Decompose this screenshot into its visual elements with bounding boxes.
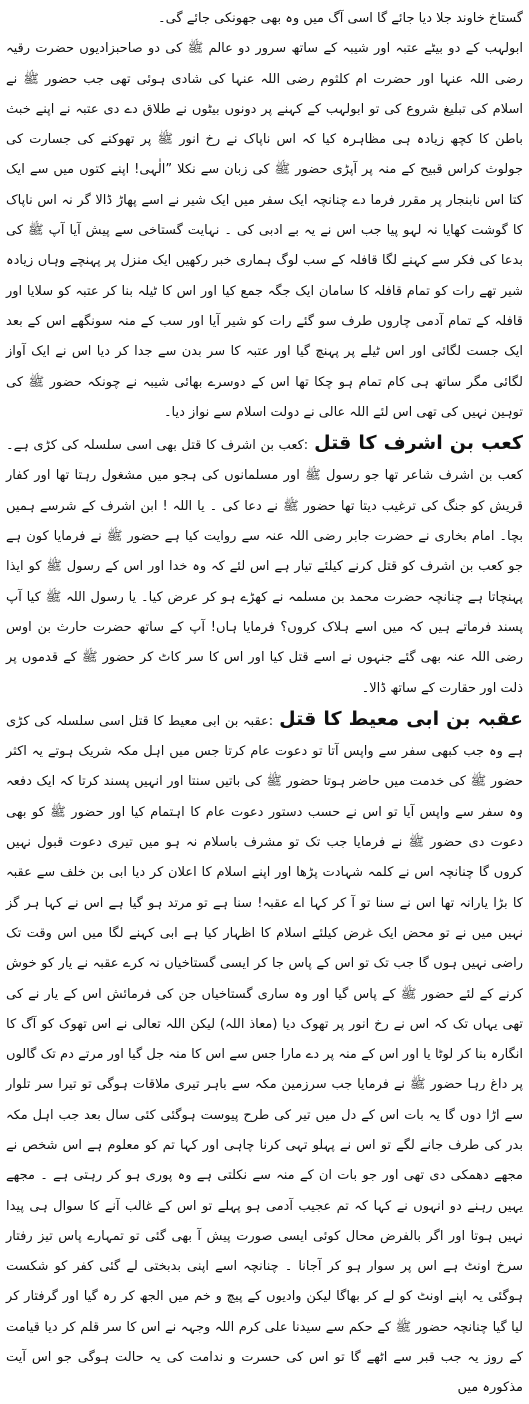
- uqba-heading: عقبہ بن ابی معیط کا قتل: [279, 707, 523, 730]
- uqba-text: :عقبہ بن ابی معیط کا قتل اسی سلسلہ کی کڑی ہے وہ جب کبھی سفر سے واپس آتا تو دعوت عام کرتا جس میں اہل مکہ شریک ہوتے یہ اکثر حضور ﷺ کی خدمت میں حاضر ہوتا حضور ﷺ کی باتیں سنتا اور انہیں پسند کرتا کہ ایک دفعہ وہ سفر سے واپس آیا تو اس نے حسب دستور دعوت عام کا اہتمام کیا اور حضور ﷺ کو بھی دعوت دی حضور ﷺ نے فرمایا جب تک تو مشرف باسلام نہ ہو میں تیری دعوت قبول نہیں کروں گا چنانچہ اس نے کلمہ شہادت پڑھا اور اپنے اسلام کا اعلان کر دیا ابی بن خلف سے عقبہ کا بڑا یارانہ تھا اس نے سنا تو آ کر کہا اے عقبہ! سنا ہے تو مرتد ہو گیا ہے اس نے کہا ہر گز نہیں میں نے تو محض ایک غرض کیلئے اسلام کا اظہار کیا ہے ابی کہنے لگا میں اس وقت تک راضی نہیں ہوں گا جب تک تو اس کے پاس جا کر ایسی گستاخیاں نہ کرے عقبہ نے یار کو خوش کرنے کے لئے حضور ﷺ کے پاس گیا اور وہ ساری گستاخیاں جن کی فرمائش اس کے یار نے کی تھی یہاں تک کہ اس نے رخ انور پر تھوک دیا (معاذ اللہ) لیکن اللہ تعالی نے اس تھوک کو آگ کا انگارہ بنا کر لوٹا یا اور اس کے منہ پر دے مارا جس سے اس کا منہ جل گیا اور مرتے دم تک گالوں پر داغ رہا حضور ﷺ نے فرمایا جب سرزمین مکہ سے باہر تیری ملاقات ہوگی تو تیرا سر تلوار سے اڑا دوں گا یہ بات اس کے دل میں تیر کی طرح پیوست ہوگئی کئی سال بعد جب اہل مکہ بدر کی طرف جانے لگے تو اس نے پہلو تہی کرنا چاہی اور کہا تم کو معلوم ہے اس شخص نے مجھے دھمکی دی تھی اور جو بات ان کے منہ سے نکلتی ہے وہ پوری ہو کر رہتی ہے ۔ مجھے یہیں رہنے دو انہوں نے کہا کہ تم عجیب آدمی ہو پہلے تو اس کے غالب آنے کا سوال ہی پیدا نہیں ہوتا اور اگر بالفرض محال کوئی ایسی صورت پیش آ بھی گئی تو تمہارے پاس تیز رفتار سرخ اونٹ ہے اس پر سوار ہو کر آجانا ۔ چنانچہ اسے اپنی بدبختی لے گئی کفر کو شکست ہوگئی یہ اپنے اونٹ کو لے کر بھاگا لیکن وادیوں کے پیچ و خم میں الجھ کر رہ گیا اور گرفتار کر لیا گیا چنانچہ حضور ﷺ کے حکم سے سیدنا علی کرم اللہ وجہہ نے اس کا سر قلم کر دیا قیامت کے روز یہ جب قبر سے اٹھے گا تو اس کی حسرت و ندامت کی یہ حالت ہوگی جو اس آیت مذکورہ میں: [6, 713, 523, 1396]
- uqba-paragraph: [6, 704, 523, 1404]
- abu-lahab-text: ابولہب کے دو بیٹے عتبہ اور شیبہ کے ساتھ سرور دو عالم ﷺ کی دو صاحبزادیوں حضرت رقیہ رضی اللہ عنہا اور حضرت ام کلثوم رضی اللہ عنہا کی شادی ہوئی تھی جب حضور ﷺ نے اسلام کی تبلیغ شروع کی تو ابولہب کے کہنے پر دونوں بیٹوں نے طلاق دے دی عتبہ نے اپنے خبث باطن کا کچھ زیادہ ہی مظاہرہ کیا کہ اس ناپاک نے رخ انور ﷺ پر تھوکنے کی جسارت کی جولوث کراس قبیح کے منہ پر آپڑی حضور ﷺ کی زبان سے نکلا ”الٰہی! اپنے کتوں میں سے ایک کتا اس نابنجار پر مقرر فرما دے چنانچہ ایک سفر میں ایک شیر نے اسے پھاڑ ڈالا گر نہ اس ناپاک کا گوشت کھایا نہ لہو پیا جب اس نے یہ بے ادبی کی ۔ نہایت گستاخی سے پیش آیا آپ ﷺ کی بدعا کی فکر سے کہنے لگا قافلہ کے سب لوگ ہماری خبر رکھیں ایک منزل پر پہنچے وہاں زیادہ شیر تھے رات کو تمام قافلہ کا سامان ایک جگہ جمع کیا اور اس کا ٹیلہ بنا کر عتبہ کو سلایا اور قافلہ کے تمام آدمی چاروں طرف سو گئے رات کو شیر آیا اور سب کے منہ سونگھے اس کے بعد ایک جست لگائی اور اس ٹیلے پر پہنچ گیا اور عتبہ کا سر بدن سے جدا کر دیا اس نے ایک آواز لگائی مگر ساتھ ہی کام تمام ہو چکا تھا اس کے دوسرے بھائی شیبہ نے چونکہ حضور ﷺ کی توہین نہیں کی تھی اس لئے اللہ عالی نے دولت اسلام سے نواز دیا۔: [6, 41, 523, 420]
- intro-paragraph: [6, 4, 523, 34]
- intro-text: گستاخ خاوند جلا دیا جائے گا اسی آگ میں وہ بھی جھونکی جائے گی۔: [157, 11, 523, 26]
- kaab-text: :کعب بن اشرف کا قتل بھی اسی سلسلہ کی کڑی ہے۔ کعب بن اشرف شاعر تھا جو رسول ﷺ اور مسلمانوں کی ہجو میں مشغول رہتا تھا اور کفار قریش کو جنگ کی ترغیب دیتا تھا حضور ﷺ نے دعا کی ۔ یا اللہ ! ابن اشرف کے شرسے ہمیں بچا۔ امام بخاری نے حضرت جابر رضی اللہ عنہ سے روایت کیا ہے حضور ﷺ نے فرمایا کون ہے جو کعب بن اشرف کو قتل کرنے کیلئے تیار ہے اس لئے کہ وہ خدا اور اس کے رسول ﷺ کو ایذا پہنچاتا ہے چنانچہ حضرت محمد بن مسلمہ نے کھڑے ہو کر عرض کیا۔ یا رسول اللہ ﷺ کیا آپ پسند فرماتے ہیں کہ میں اسے ہلاک کروں؟ فرمایا ہاں! آپ کے ساتھ حضرت حارث بن اوس رضی اللہ عنہ بھی گئے جنہوں نے اسے قتل کیا اور اس کا سر کاٹ کر حضور ﷺ کے قدموں پر ذلت اور حقارت کے ساتھ ڈالا۔: [6, 438, 523, 696]
- abu-lahab-paragraph: [6, 34, 523, 428]
- kaab-paragraph: [6, 428, 523, 704]
- kaab-heading: کعب بن اشرف کا قتل: [314, 432, 523, 455]
